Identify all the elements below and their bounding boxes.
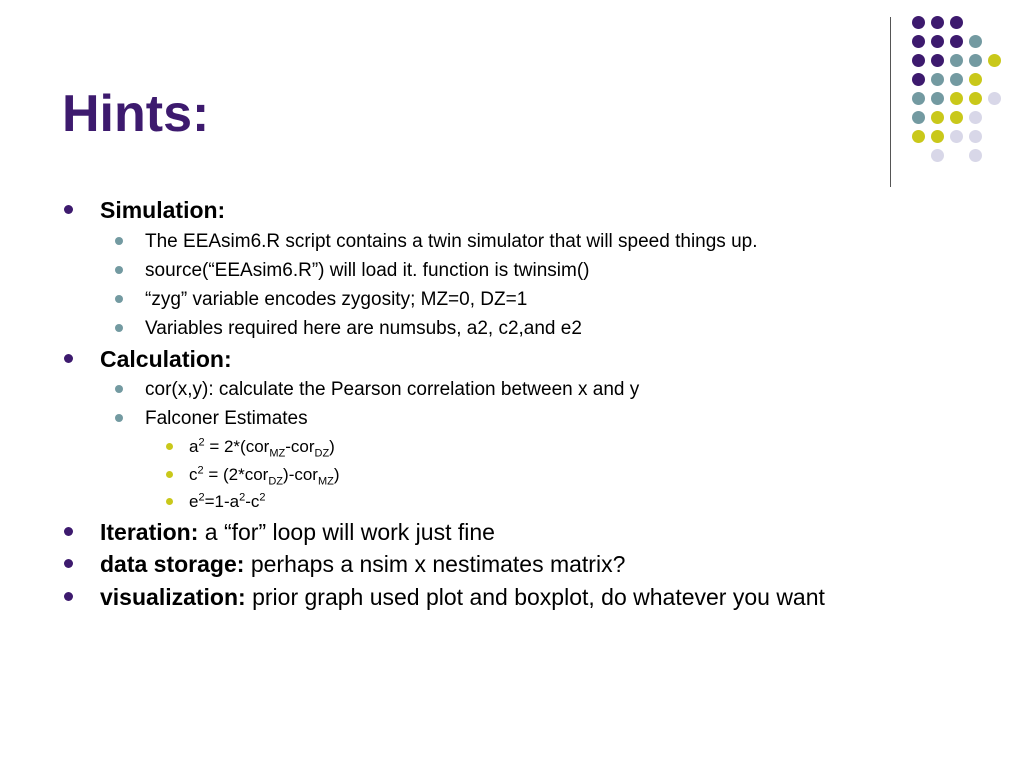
data-storage-text: perhaps a nsim x nestimates matrix?	[244, 551, 626, 577]
sub-bullet-text: Falconer Estimates	[145, 408, 308, 429]
bullet-dot-icon	[166, 443, 173, 450]
bullet-iteration	[62, 516, 1002, 549]
visualization-text: prior graph used plot and boxplot, do whatever you want	[245, 583, 825, 610]
dot-teal	[912, 92, 925, 105]
dot-lavender	[950, 130, 963, 143]
sub-bullet	[62, 256, 1002, 285]
iteration-label: Iteration:	[100, 518, 199, 545]
bullet-dot-icon	[166, 498, 173, 505]
bullet-dot-icon	[115, 295, 123, 303]
dot-yellow	[950, 111, 963, 124]
sub-bullet-text: cor(x,y): calculate the Pearson correlation between x and y	[145, 379, 640, 400]
sub-bullet	[62, 375, 1002, 404]
bullet-dot-icon	[115, 237, 123, 245]
dot-teal	[950, 54, 963, 67]
bullet-dot-icon	[64, 205, 73, 214]
dot-purple	[950, 16, 963, 29]
bullet-data-storage	[62, 548, 1002, 581]
data-storage-label: data storage:	[100, 551, 245, 577]
iteration-text: a “for” loop will work just fine	[198, 518, 495, 545]
dot-yellow	[931, 111, 944, 124]
dot-purple	[931, 54, 944, 67]
dot-yellow	[950, 92, 963, 105]
formula-a2	[62, 433, 1002, 461]
bullet-calculation	[62, 343, 1002, 376]
dot-yellow	[931, 130, 944, 143]
dot-teal	[912, 111, 925, 124]
bullet-dot-icon	[115, 324, 123, 332]
dot-purple	[912, 54, 925, 67]
dot-purple	[912, 73, 925, 86]
simulation-label: Simulation:	[100, 197, 226, 223]
bullet-dot-icon	[115, 414, 123, 422]
bullet-dot-icon	[64, 592, 73, 601]
bullet-dot-icon	[115, 385, 123, 393]
dot-purple	[931, 16, 944, 29]
visualization-label: visualization:	[100, 583, 246, 610]
sub-bullet	[62, 404, 1002, 433]
dot-purple	[931, 35, 944, 48]
bullet-dot-icon	[64, 354, 73, 363]
formula-text: $e^2=1-a^2-c^2$	[189, 491, 266, 511]
sub-bullet-text: “zyg” variable encodes zygosity; MZ=0, DZ=1	[145, 288, 528, 310]
dot-teal	[950, 73, 963, 86]
formula-text: $c^2 = (2*cor_{DZ})-cor_{MZ}$)	[189, 463, 340, 487]
bullet-dot-icon	[64, 527, 73, 536]
bullet-visualization	[62, 581, 1002, 614]
vertical-divider	[890, 17, 891, 187]
dot-yellow	[969, 73, 982, 86]
dot-teal	[931, 92, 944, 105]
slide-content	[62, 194, 1002, 613]
formula-c2	[62, 461, 1002, 489]
slide-title: Hints:	[62, 85, 210, 143]
bullet-dot-icon	[64, 559, 73, 568]
bullet-dot-icon	[166, 471, 173, 478]
formula-e2	[62, 488, 1002, 516]
dot-lavender	[969, 111, 982, 124]
sub-bullet-text: source(“EEAsim6.R”) will load it. function is twinsim()	[145, 259, 590, 281]
dot-purple	[950, 35, 963, 48]
dot-lavender	[988, 92, 1001, 105]
bullet-dot-icon	[115, 266, 123, 274]
sub-bullet	[62, 285, 1002, 314]
calculation-label: Calculation:	[100, 345, 232, 372]
sub-bullet	[62, 314, 1002, 343]
dot-teal	[969, 54, 982, 67]
sub-bullet	[62, 227, 1002, 256]
sub-bullet-text: Variables required here are numsubs, a2, c2,and e2	[145, 317, 582, 339]
dot-teal	[931, 73, 944, 86]
dot-purple	[912, 16, 925, 29]
dot-yellow	[969, 92, 982, 105]
dot-lavender	[969, 130, 982, 143]
dot-lavender	[969, 149, 982, 162]
dot-teal	[969, 35, 982, 48]
dot-yellow	[912, 130, 925, 143]
dot-lavender	[931, 149, 944, 162]
dot-yellow	[988, 54, 1001, 67]
bullet-simulation	[62, 194, 1002, 227]
formula-text: $a^2 = 2*(cor_{MZ}-cor_{DZ})$	[189, 436, 335, 460]
sub-bullet-text: The EEAsim6.R script contains a twin simulator that will speed things up.	[145, 230, 758, 252]
dot-purple	[912, 35, 925, 48]
